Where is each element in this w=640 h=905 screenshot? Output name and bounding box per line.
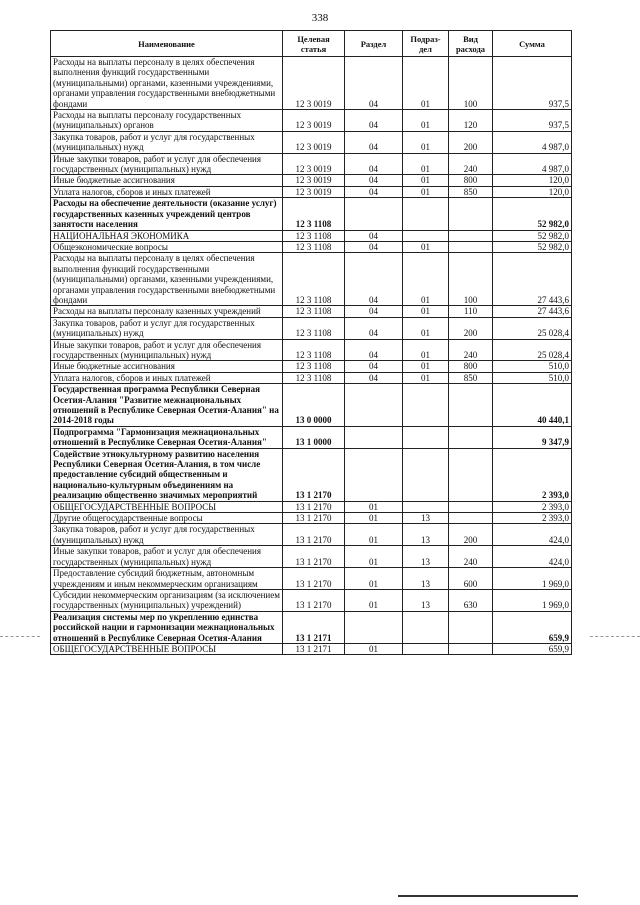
cell-expense-type: [449, 513, 493, 524]
cell-name: Расходы на выплаты персоналу в целях обеспечения выполнения функций государственными (муниципальными) органами, казенными учреждениями, органами управления государственными внебюджетными фондами: [51, 57, 283, 110]
cell-subsection: 13: [403, 589, 449, 611]
cell-target: 13 1 2170: [283, 448, 345, 501]
table-row: [51, 306, 572, 317]
cell-subsection: 01: [403, 372, 449, 383]
cell-amount: 4 987,0: [493, 131, 572, 153]
cell-target: 13 1 2171: [283, 611, 345, 643]
cell-expense-type: 600: [449, 568, 493, 590]
cell-expense-type: [449, 643, 493, 654]
cell-subsection: [403, 643, 449, 654]
cell-target: 12 3 1108: [283, 372, 345, 383]
cell-section: 01: [345, 513, 403, 524]
scan-mark-right: [590, 636, 640, 637]
cell-subsection: 01: [403, 131, 449, 153]
cell-target: 13 1 2170: [283, 568, 345, 590]
cell-target: 12 3 0019: [283, 110, 345, 132]
cell-name: Другие общегосударственные вопросы: [51, 513, 283, 524]
table-row: [51, 372, 572, 383]
cell-name: Подпрограмма "Гармонизация межнациональных отношений в Республике Северная Осетия-Алания": [51, 426, 283, 448]
cell-amount: 52 982,0: [493, 230, 572, 241]
cell-subsection: 01: [403, 339, 449, 361]
cell-expense-type: 630: [449, 589, 493, 611]
cell-name: ОБЩЕГОСУДАРСТВЕННЫЕ ВОПРОСЫ: [51, 501, 283, 512]
cell-name: Содействие этнокультурному развитию населения Республики Северная Осетия-Алания, в том числе предоставление субсидий общественным и национально-культурным объединениям на реализацию общественно значимых мероприятий: [51, 448, 283, 501]
table-row: [51, 611, 572, 643]
cell-expense-type: 800: [449, 361, 493, 372]
cell-amount: 120,0: [493, 175, 572, 186]
table-row: [51, 57, 572, 110]
cell-expense-type: 200: [449, 317, 493, 339]
cell-name: Иные закупки товаров, работ и услуг для обеспечения государственных (муниципальных) нужд: [51, 339, 283, 361]
cell-expense-type: 100: [449, 57, 493, 110]
cell-subsection: 01: [403, 57, 449, 110]
cell-section: [345, 611, 403, 643]
cell-expense-type: 240: [449, 546, 493, 568]
cell-name: Расходы на обеспечение деятельности (оказание услуг) государственных казенных учреждений центров занятости населения: [51, 198, 283, 230]
cell-subsection: 01: [403, 110, 449, 132]
cell-target: 12 3 1108: [283, 198, 345, 230]
cell-section: 04: [345, 110, 403, 132]
table-row: [51, 198, 572, 230]
cell-name: Закупка товаров, работ и услуг для государственных (муниципальных) нужд: [51, 524, 283, 546]
cell-expense-type: 110: [449, 306, 493, 317]
cell-name: Общеэкономические вопросы: [51, 241, 283, 252]
cell-name: Иные бюджетные ассигнования: [51, 361, 283, 372]
cell-name: Закупка товаров, работ и услуг для государственных (муниципальных) нужд: [51, 317, 283, 339]
cell-subsection: 13: [403, 513, 449, 524]
cell-expense-type: [449, 448, 493, 501]
table-row: [51, 253, 572, 306]
cell-expense-type: [449, 611, 493, 643]
cell-amount: 27 443,6: [493, 306, 572, 317]
cell-expense-type: 120: [449, 110, 493, 132]
cell-amount: 937,5: [493, 110, 572, 132]
cell-target: 13 1 2170: [283, 524, 345, 546]
cell-expense-type: 200: [449, 524, 493, 546]
column-header-name: Наименование: [51, 31, 283, 57]
cell-amount: 937,5: [493, 57, 572, 110]
table-row: [51, 589, 572, 611]
cell-subsection: [403, 230, 449, 241]
cell-subsection: [403, 198, 449, 230]
cell-section: 01: [345, 568, 403, 590]
cell-subsection: 13: [403, 524, 449, 546]
cell-expense-type: [449, 501, 493, 512]
table-row: [51, 501, 572, 512]
cell-name: Государственная программа Республики Северная Осетия-Алания "Развитие межнациональных отношений в Республике Северная Осетия-Алания" на 2014-2018 годы: [51, 384, 283, 427]
cell-name: Предоставление субсидий бюджетным, автономным учреждениям и иным некоммерческим организациям: [51, 568, 283, 590]
cell-name: Расходы на выплаты персоналу государственных (муниципальных) органов: [51, 110, 283, 132]
cell-target: 13 0 0000: [283, 384, 345, 427]
table-row: [51, 513, 572, 524]
cell-expense-type: 200: [449, 131, 493, 153]
cell-name: Реализация системы мер по укреплению единства российской нации и гармонизации межнациональных отношений в Республике Северная Осетия-Алания: [51, 611, 283, 643]
cell-target: 13 1 2171: [283, 643, 345, 654]
cell-section: 01: [345, 589, 403, 611]
column-header-subsection: Подраз-дел: [403, 31, 449, 57]
cell-amount: 2 393,0: [493, 448, 572, 501]
cell-section: 04: [345, 372, 403, 383]
cell-name: Расходы на выплаты персоналу в целях обеспечения выполнения функций государственными (муниципальными) органами, казенными учреждениями, органами управления государственными внебюджетными фондами: [51, 253, 283, 306]
cell-target: 12 3 0019: [283, 175, 345, 186]
cell-expense-type: [449, 426, 493, 448]
table-row: [51, 241, 572, 252]
table-body: [51, 57, 572, 655]
cell-expense-type: 850: [449, 186, 493, 197]
cell-section: [345, 198, 403, 230]
cell-subsection: 01: [403, 306, 449, 317]
cell-amount: 25 028,4: [493, 317, 572, 339]
cell-expense-type: 240: [449, 339, 493, 361]
cell-subsection: 01: [403, 153, 449, 175]
cell-subsection: [403, 384, 449, 427]
cell-amount: 659,9: [493, 643, 572, 654]
cell-target: 12 3 1108: [283, 306, 345, 317]
cell-section: 04: [345, 306, 403, 317]
column-header-target: Целевая статья: [283, 31, 345, 57]
cell-section: 04: [345, 57, 403, 110]
cell-target: 12 3 1108: [283, 361, 345, 372]
cell-name: НАЦИОНАЛЬНАЯ ЭКОНОМИКА: [51, 230, 283, 241]
cell-amount: 2 393,0: [493, 513, 572, 524]
table-row: [51, 524, 572, 546]
cell-expense-type: [449, 198, 493, 230]
cell-section: 04: [345, 317, 403, 339]
cell-section: 04: [345, 175, 403, 186]
cell-amount: 1 969,0: [493, 568, 572, 590]
cell-target: 12 3 0019: [283, 186, 345, 197]
table-row: [51, 426, 572, 448]
table-row: [51, 153, 572, 175]
cell-target: 12 3 1108: [283, 230, 345, 241]
table-row: [51, 361, 572, 372]
page-number: 338: [311, 12, 329, 24]
cell-subsection: [403, 611, 449, 643]
cell-amount: 510,0: [493, 372, 572, 383]
cell-target: 13 1 2170: [283, 501, 345, 512]
cell-name: Уплата налогов, сборов и иных платежей: [51, 186, 283, 197]
cell-amount: 2 393,0: [493, 501, 572, 512]
cell-name: Расходы на выплаты персоналу казенных учреждений: [51, 306, 283, 317]
table-header-row: [51, 31, 572, 57]
cell-subsection: 13: [403, 568, 449, 590]
cell-name: ОБЩЕГОСУДАРСТВЕННЫЕ ВОПРОСЫ: [51, 643, 283, 654]
cell-subsection: 13: [403, 546, 449, 568]
budget-table: [50, 30, 572, 655]
table-row: [51, 448, 572, 501]
cell-amount: 510,0: [493, 361, 572, 372]
cell-expense-type: 240: [449, 153, 493, 175]
cell-expense-type: [449, 384, 493, 427]
cell-amount: 1 969,0: [493, 589, 572, 611]
cell-subsection: 01: [403, 186, 449, 197]
cell-expense-type: [449, 230, 493, 241]
cell-expense-type: 100: [449, 253, 493, 306]
table-row: [51, 643, 572, 654]
cell-target: 13 1 2170: [283, 513, 345, 524]
cell-section: [345, 426, 403, 448]
cell-section: 01: [345, 524, 403, 546]
cell-target: 12 3 1108: [283, 339, 345, 361]
cell-section: [345, 448, 403, 501]
cell-target: 12 3 0019: [283, 57, 345, 110]
cell-target: 12 3 1108: [283, 317, 345, 339]
cell-section: 04: [345, 131, 403, 153]
table-row: [51, 110, 572, 132]
column-header-expense-type: Вид расхода: [449, 31, 493, 57]
cell-amount: 120,0: [493, 186, 572, 197]
cell-section: 01: [345, 501, 403, 512]
cell-name: Закупка товаров, работ и услуг для государственных (муниципальных) нужд: [51, 131, 283, 153]
table-row: [51, 384, 572, 427]
cell-name: Субсидии некоммерческим организациям (за исключением государственных (муниципальных) учреждений): [51, 589, 283, 611]
cell-expense-type: 800: [449, 175, 493, 186]
cell-target: 12 3 1108: [283, 253, 345, 306]
cell-name: Иные закупки товаров, работ и услуг для обеспечения государственных (муниципальных) нужд: [51, 546, 283, 568]
cell-target: 12 3 0019: [283, 131, 345, 153]
cell-name: Иные закупки товаров, работ и услуг для обеспечения государственных (муниципальных) нужд: [51, 153, 283, 175]
cell-amount: 52 982,0: [493, 241, 572, 252]
cell-subsection: 01: [403, 253, 449, 306]
cell-amount: 52 982,0: [493, 198, 572, 230]
table-row: [51, 317, 572, 339]
table-row: [51, 339, 572, 361]
cell-amount: 9 347,9: [493, 426, 572, 448]
cell-amount: 25 028,4: [493, 339, 572, 361]
cell-amount: 659,9: [493, 611, 572, 643]
cell-section: 04: [345, 339, 403, 361]
cell-target: 13 1 2170: [283, 546, 345, 568]
cell-section: 04: [345, 186, 403, 197]
cell-target: 13 1 0000: [283, 426, 345, 448]
cell-subsection: 01: [403, 317, 449, 339]
cell-name: Уплата налогов, сборов и иных платежей: [51, 372, 283, 383]
cell-target: 12 3 0019: [283, 153, 345, 175]
cell-amount: 424,0: [493, 546, 572, 568]
cell-section: 04: [345, 241, 403, 252]
scan-mark-left: [0, 636, 40, 637]
column-header-amount: Сумма: [493, 31, 572, 57]
table-row: [51, 131, 572, 153]
cell-expense-type: [449, 241, 493, 252]
cell-amount: 40 440,1: [493, 384, 572, 427]
table-row: [51, 230, 572, 241]
cell-subsection: [403, 426, 449, 448]
bottom-rule: [398, 895, 578, 897]
cell-section: 01: [345, 546, 403, 568]
cell-subsection: 01: [403, 241, 449, 252]
cell-expense-type: 850: [449, 372, 493, 383]
table-row: [51, 568, 572, 590]
cell-name: Иные бюджетные ассигнования: [51, 175, 283, 186]
table-row: [51, 186, 572, 197]
cell-section: 04: [345, 253, 403, 306]
cell-section: 04: [345, 153, 403, 175]
cell-amount: 424,0: [493, 524, 572, 546]
cell-target: 12 3 1108: [283, 241, 345, 252]
column-header-section: Раздел: [345, 31, 403, 57]
cell-target: 13 1 2170: [283, 589, 345, 611]
cell-amount: 4 987,0: [493, 153, 572, 175]
cell-section: 04: [345, 361, 403, 372]
cell-subsection: [403, 501, 449, 512]
cell-section: 04: [345, 230, 403, 241]
cell-subsection: 01: [403, 361, 449, 372]
cell-amount: 27 443,6: [493, 253, 572, 306]
table-row: [51, 175, 572, 186]
cell-section: [345, 384, 403, 427]
cell-subsection: [403, 448, 449, 501]
cell-subsection: 01: [403, 175, 449, 186]
table-row: [51, 546, 572, 568]
cell-section: 01: [345, 643, 403, 654]
